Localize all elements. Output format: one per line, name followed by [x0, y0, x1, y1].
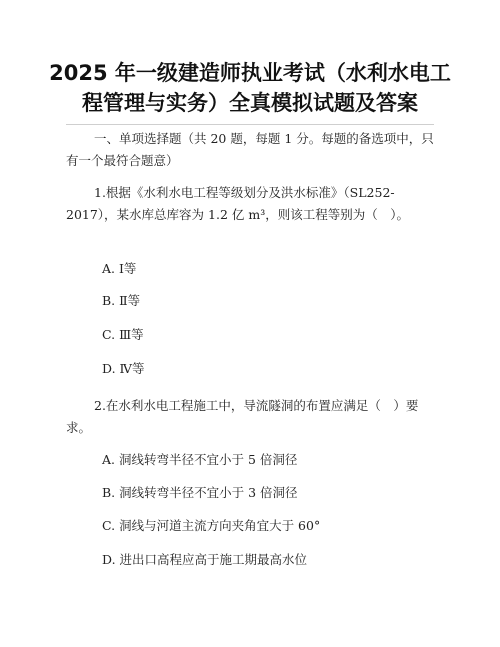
question-2-stem: 2.在水利水电工程施工中，导流隧洞的布置应满足（ ）要求。 [66, 398, 419, 435]
question-1-option-b: B. Ⅱ等 [102, 293, 141, 308]
question-1-option-d: D. Ⅳ等 [102, 361, 145, 376]
question-2-option-d: D. 进出口高程应高于施工期最高水位 [102, 552, 308, 567]
question-2-option-a: A. 洞线转弯半径不宜小于 5 倍洞径 [102, 452, 298, 467]
question-1-option-c: C. Ⅲ等 [102, 327, 144, 342]
title-divider [66, 124, 434, 125]
question-1-stem: 1.根据《水利水电工程等级划分及洪水标准》（SL252-2017），某水库总库容为 1.2 亿 m³，则该工程等别为（ ）。 [66, 185, 409, 222]
question-2-option-b: B. 洞线转弯半径不宜小于 3 倍洞径 [102, 485, 298, 500]
document-title: 2025 年一级建造师执业考试（水利水电工程管理与实务）全真模拟试题及答案 [49, 61, 451, 115]
question-1-option-a: A. Ⅰ等 [102, 261, 137, 276]
question-2-option-c: C. 洞线与河道主流方向夹角宜大于 60° [102, 518, 321, 533]
section-heading: 一、单项选择题（共 20 题，每题 1 分。每题的备选项中，只有一个最符合题意） [66, 131, 434, 168]
